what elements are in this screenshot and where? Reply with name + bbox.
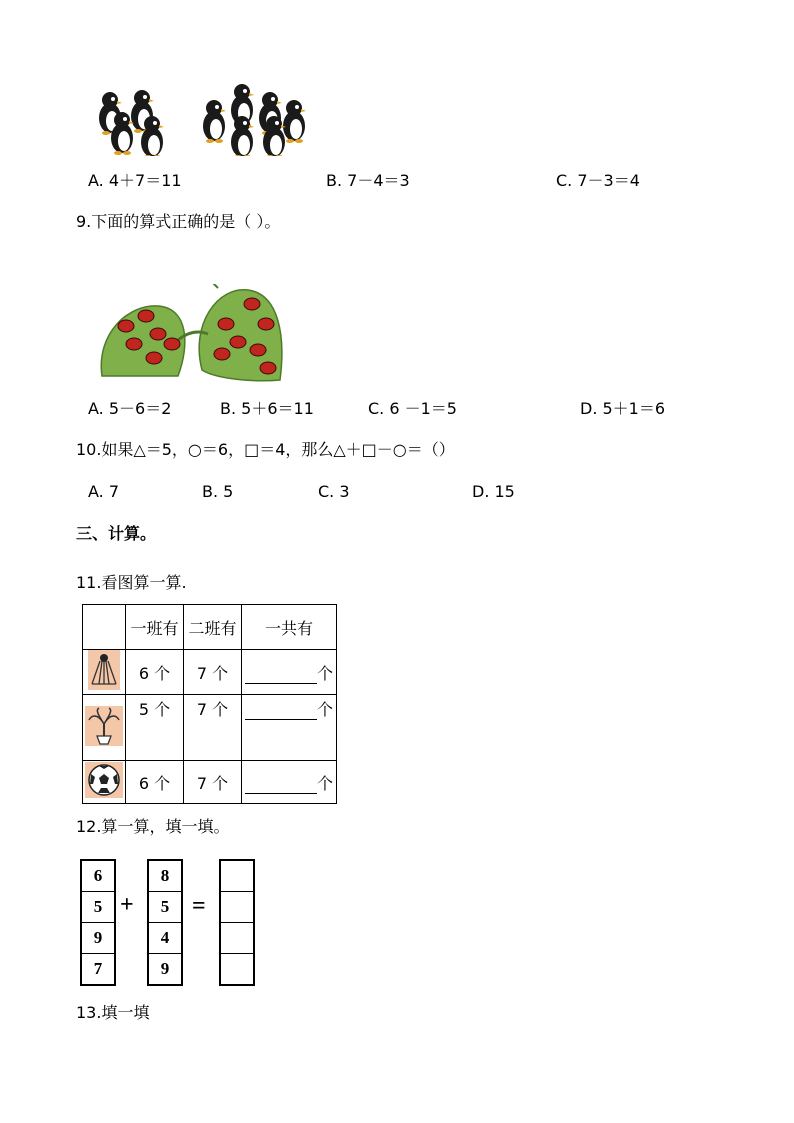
class-two-count: 7 个 (184, 650, 242, 695)
table-row (83, 650, 337, 695)
total-answer-cell[interactable] (242, 695, 337, 761)
q11-stem: 11.看图算一算. (76, 573, 187, 592)
answer-box[interactable] (221, 892, 253, 923)
potted-plant-icon (85, 706, 123, 746)
answer-blank[interactable] (245, 777, 317, 794)
answer-box[interactable] (221, 923, 253, 954)
addend-cell: 4 (149, 923, 181, 954)
answer-blank[interactable] (245, 667, 317, 684)
plus-sign: + (120, 892, 134, 918)
header-class-two: 二班有 (184, 605, 242, 650)
row-icon-cell (83, 695, 126, 761)
header-cell-empty (83, 605, 126, 650)
class-one-count: 6 个 (126, 650, 184, 695)
q10-option-b: B. 5 (202, 482, 234, 501)
addend-cell: 9 (82, 923, 114, 954)
row-icon-cell (83, 761, 126, 804)
q10-option-c: C. 3 (318, 482, 350, 501)
answer-box[interactable] (221, 954, 253, 984)
q11-table (82, 604, 337, 804)
addend-cell: 6 (82, 861, 114, 892)
q12-stem: 12.算一算，填一填。 (76, 817, 230, 836)
q9-option-c: C. 6 －1＝5 (368, 399, 457, 418)
addend-cell: 8 (149, 861, 181, 892)
soccer-ball-icon (85, 762, 123, 798)
table-row (83, 761, 337, 804)
total-answer-cell[interactable] (242, 761, 337, 804)
header-total: 一共有 (242, 605, 337, 650)
answer-box[interactable] (221, 861, 253, 892)
answer-blank[interactable] (245, 703, 317, 720)
equals-sign: = (192, 893, 206, 919)
q8-option-c: C. 7－3＝4 (556, 171, 640, 190)
q10-option-a: A. 7 (88, 482, 120, 501)
ladybug-leaves-image (98, 284, 288, 384)
q9-option-d: D. 5＋1＝6 (580, 399, 666, 418)
addend-cell: 7 (93, 959, 103, 978)
answer-column (219, 859, 255, 986)
q10-option-d: D. 15 (472, 482, 515, 501)
q9-stem: 9.下面的算式正确的是（ ）。 (76, 212, 281, 231)
unit-label: 个 (316, 663, 333, 683)
table-row (83, 695, 337, 761)
addend-cell: 5 (149, 892, 181, 923)
addend-cell: 5 (82, 892, 114, 923)
class-one-count: 6 个 (126, 761, 184, 804)
class-two-count: 7 个 (184, 761, 242, 804)
unit-label: 个 (316, 773, 333, 793)
penguins-image (92, 80, 317, 156)
q8-option-b: B. 7－4＝3 (326, 171, 410, 190)
unit-label: 个 (316, 700, 333, 719)
row-icon-cell (83, 650, 126, 695)
total-answer-cell[interactable] (242, 650, 337, 695)
addend-column-left (80, 859, 116, 986)
class-one-count: 5 个 (126, 695, 184, 761)
q9-option-a: A. 5－6＝2 (88, 399, 172, 418)
q13-stem: 13.填一填 (76, 1003, 150, 1022)
q9-option-b: B. 5＋6＝11 (220, 399, 314, 418)
addend-column-right (147, 859, 183, 986)
class-two-count: 7 个 (184, 695, 242, 761)
header-class-one: 一班有 (126, 605, 184, 650)
badminton-shuttlecock-icon (88, 650, 120, 690)
section-title: 三、计算。 (76, 524, 157, 543)
q10-stem: 10.如果△＝5，○＝6，□＝4，那么△＋□－○＝（） (76, 440, 455, 459)
q8-option-a: A. 4＋7＝11 (88, 171, 182, 190)
addend-cell: 9 (160, 959, 170, 978)
